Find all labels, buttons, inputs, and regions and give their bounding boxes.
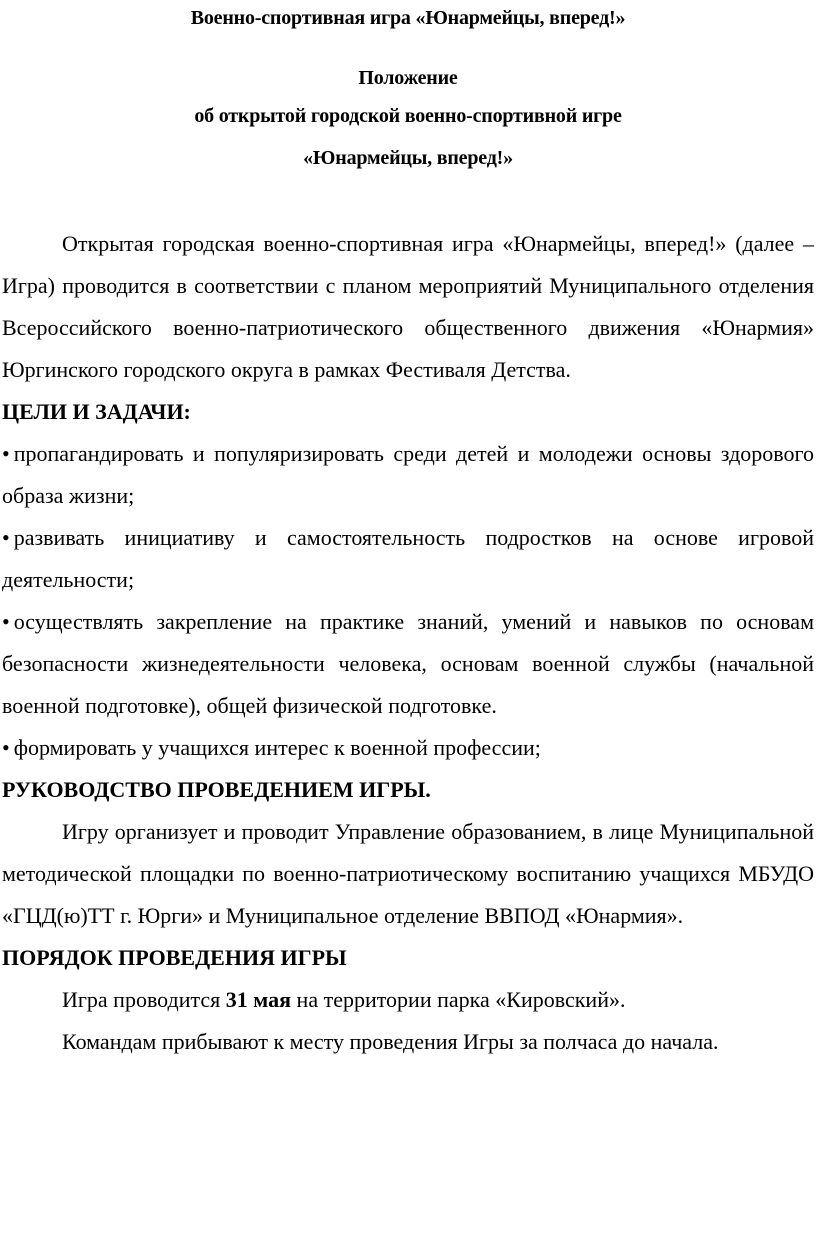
goal-item [2, 433, 814, 517]
procedure-arrival-line: Командам прибывают к месту проведения Игры за полчаса до начала. [62, 1029, 719, 1054]
goal-item [2, 727, 814, 769]
procedure-date-prefix: Игра проводится [62, 987, 221, 1012]
management-heading: РУКОВОДСТВО ПРОВЕДЕНИЕМ ИГРЫ. [2, 777, 431, 802]
intro-paragraph: Открытая городская военно-спортивная игра «Юнармейцы, вперед!» (далее – Игра) проводится в соответствии с планом мероприятий Муниципального отделения Всероссийского военно-патриотического общественного движения «Юнармия» Юргинского городского округа в рамках Фестиваля Детства. [2, 231, 814, 382]
bullet-icon: • [2, 735, 10, 760]
regulation-title: Положение [358, 67, 458, 89]
procedure-date: 31 мая [225, 987, 292, 1012]
goal-item-text: формировать у учащихся интерес к военной профессии; [13, 735, 541, 760]
document-title: Военно-спортивная игра «Юнармейцы, вперед!» [190, 7, 626, 29]
management-paragraph: Игру организует и проводит Управление образованием, в лице Муниципальной методической площадки по военно-патриотическому воспитанию учащихся МБУДО «ГЦД(ю)ТТ г. Юрги» и Муниципальное отделение ВВПОД «Юнармия». [2, 819, 814, 928]
regulation-subtitle: об открытой городской военно-спортивной игре [194, 105, 622, 127]
bullet-icon: • [2, 441, 10, 466]
goal-item [2, 601, 814, 727]
goal-item-text: осуществлять закрепление на практике знаний, умений и навыков по основам безопасности жизнедеятельности человека, основам военной службы (начальной военной подготовке), общей физической подготовке. [2, 609, 814, 718]
procedure-date-line [2, 979, 814, 1021]
goal-item-text: пропагандировать и популяризировать среди детей и молодежи основы здорового образа жизни; [2, 441, 814, 508]
document-body [2, 223, 814, 1063]
goals-heading: ЦЕЛИ И ЗАДАЧИ: [2, 399, 191, 424]
goal-item [2, 517, 814, 601]
procedure-heading: ПОРЯДОК ПРОВЕДЕНИЯ ИГРЫ [2, 945, 347, 970]
regulation-game-name: «Юнармейцы, вперед!» [303, 147, 513, 169]
bullet-icon: • [2, 525, 10, 550]
bullet-icon: • [2, 609, 10, 634]
procedure-location: на территории парка «Кировский». [296, 987, 626, 1012]
goal-item-text: развивать инициативу и самостоятельность подростков на основе игровой деятельности; [2, 525, 814, 592]
